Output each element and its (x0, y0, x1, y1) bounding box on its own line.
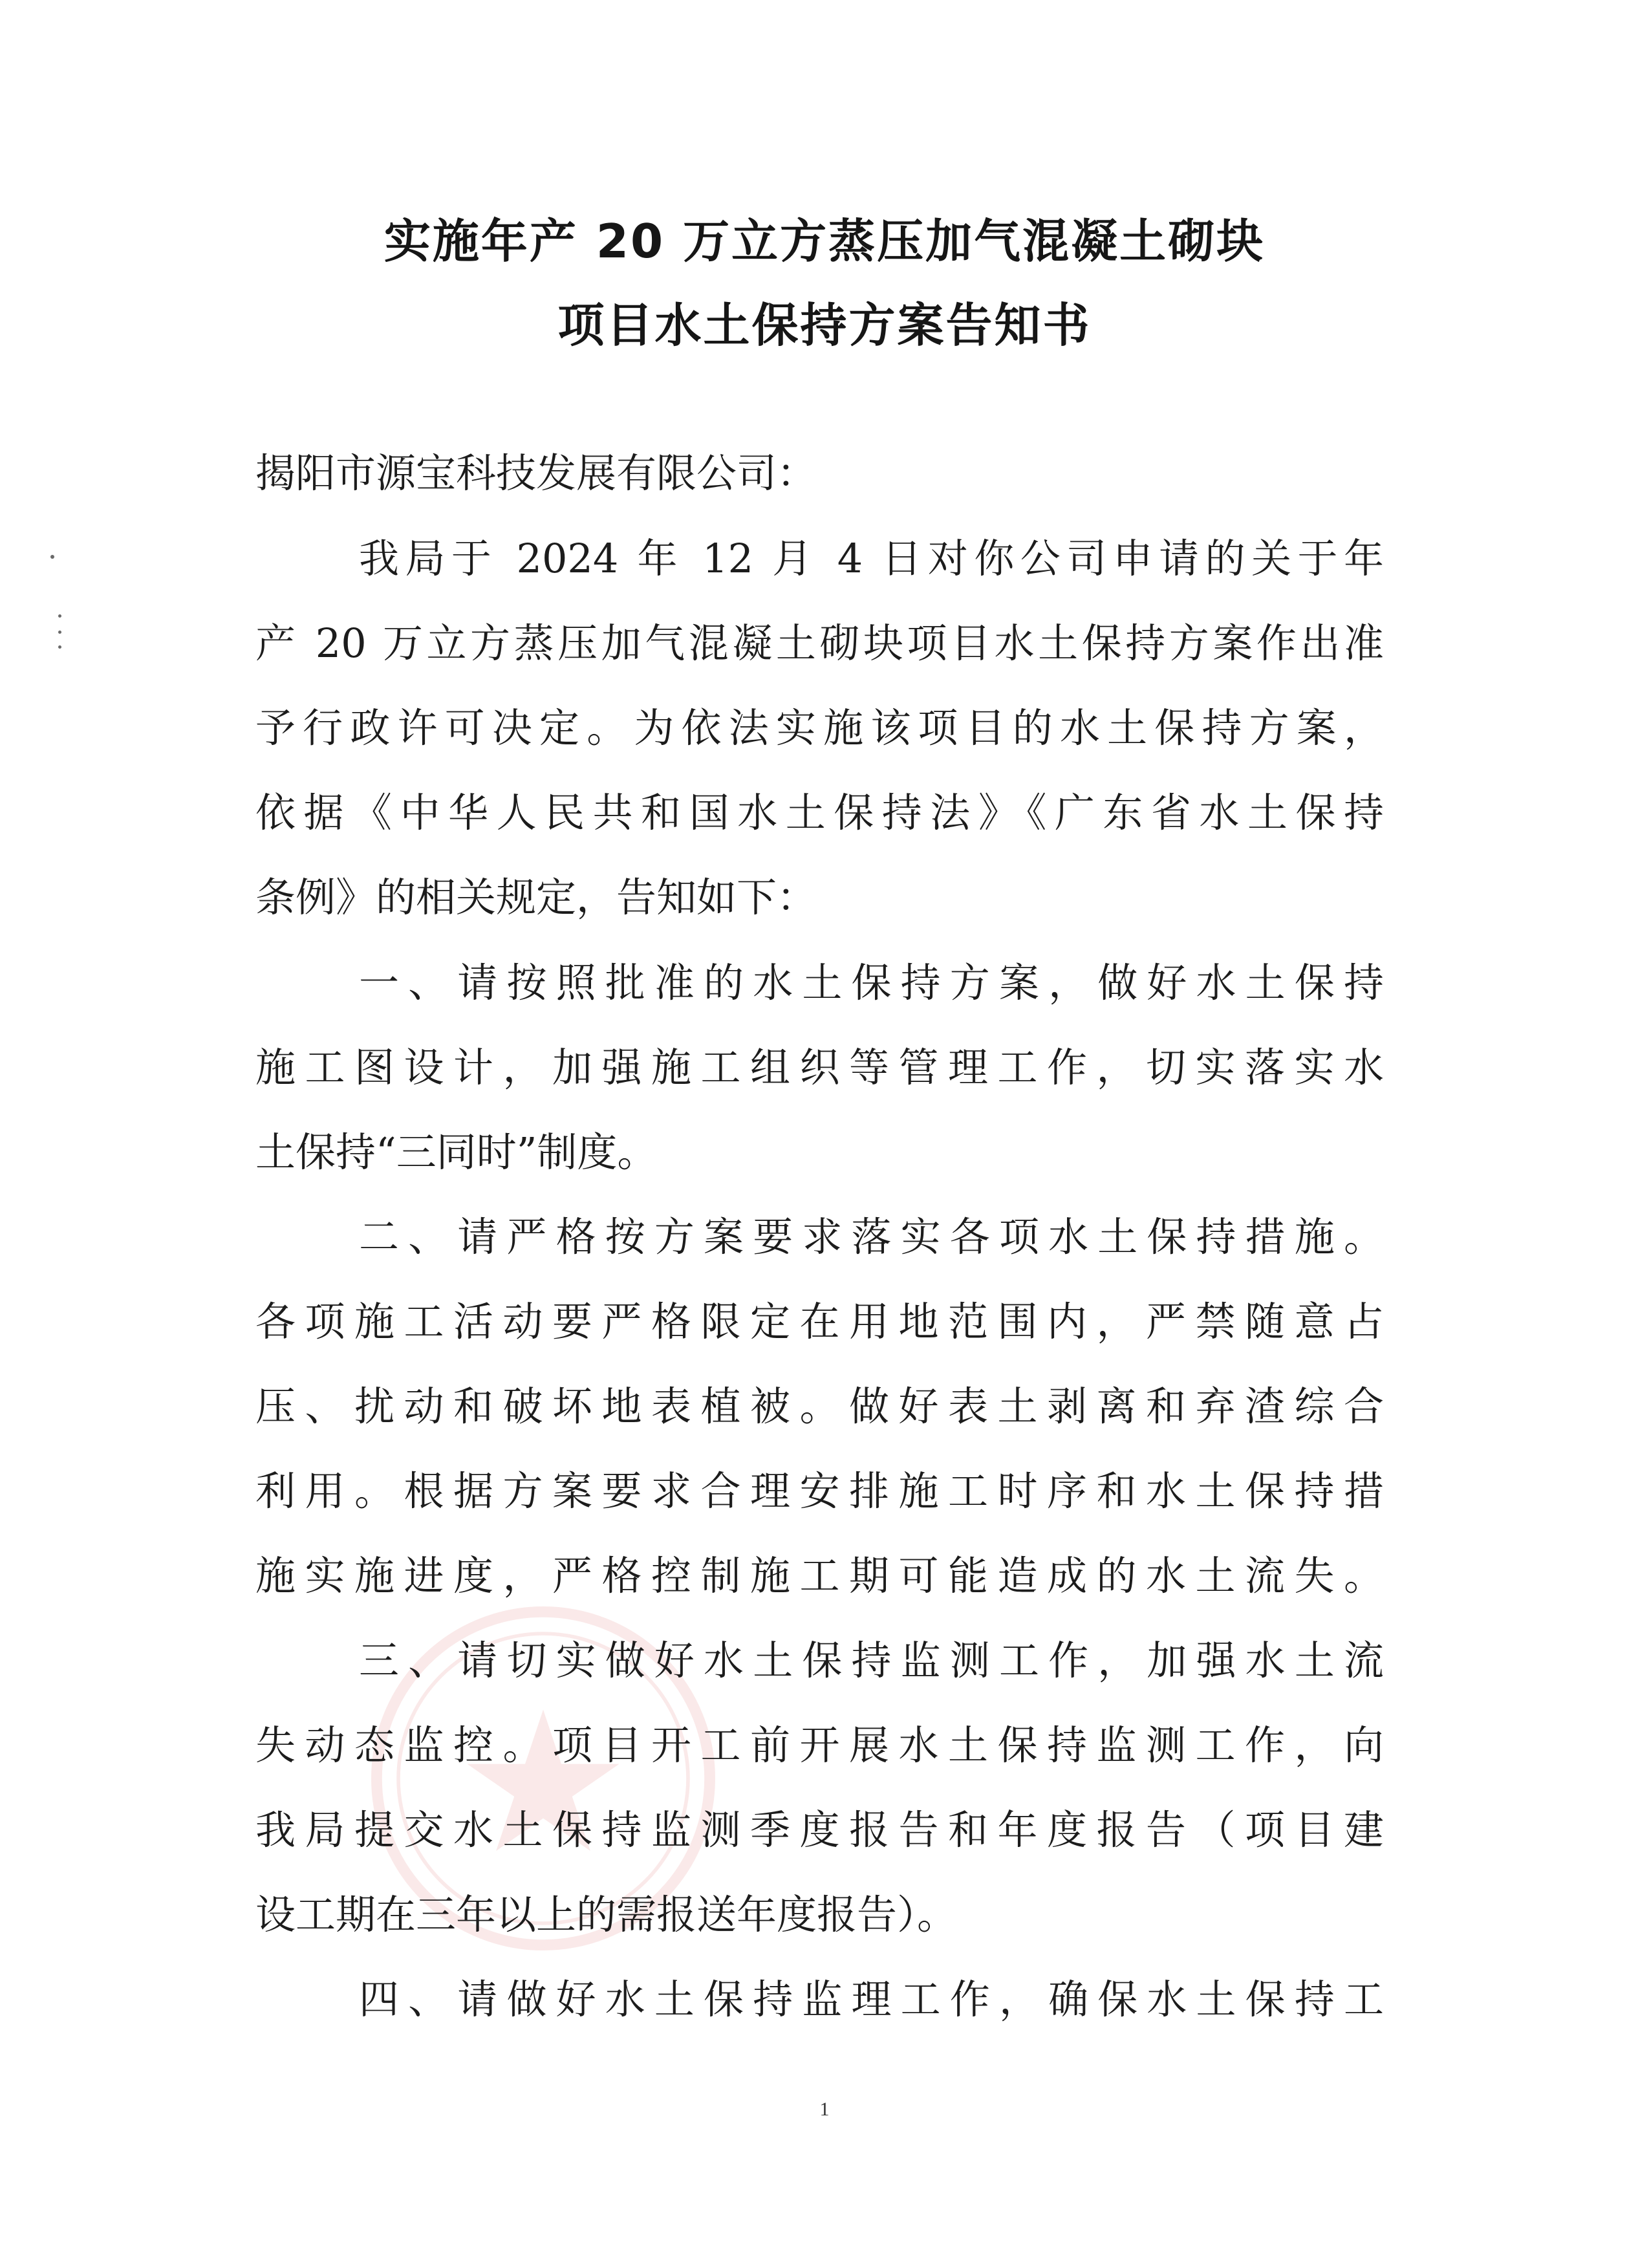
body-line: 三、请切实做好水土保持监测工作，加强水土流 (359, 1637, 1384, 1684)
recipient-line: 揭阳市源宝科技发展有限公司： (255, 449, 817, 497)
body-line: 予行政许可决定。为依法实施该项目的水土保持方案， (255, 704, 1384, 751)
document-title-line-1: 实施年产 20 万立方蒸压加气混凝土砌块 (383, 214, 1266, 268)
body-line: 条例》的相关规定，告知如下： (255, 874, 817, 921)
body-line: 一、请按照批准的水土保持方案，做好水土保持 (359, 959, 1384, 1006)
body-line: 失动态监控。项目开工前开展水土保持监测工作，向 (255, 1722, 1384, 1769)
body-line: 土保持“三同时”制度。 (255, 1129, 658, 1176)
page-number: 1 (819, 2099, 830, 2120)
document-title-line-2: 项目水土保持方案告知书 (557, 298, 1092, 352)
scan-mark (58, 645, 61, 649)
body-line: 我局于 2024 年 12 月 4 日对你公司申请的关于年 (359, 535, 1384, 582)
body-line: 各项施工活动要严格限定在用地范围内，严禁随意占 (255, 1298, 1384, 1345)
body-line: 二、请严格按方案要求落实各项水土保持措施。 (359, 1213, 1384, 1260)
body-line: 我局提交水土保持监测季度报告和年度报告（项目建 (255, 1806, 1384, 1853)
body-line: 产 20 万立方蒸压加气混凝土砌块项目水土保持方案作出准 (255, 620, 1384, 667)
scan-mark (58, 631, 61, 634)
body-line: 施工图设计，加强施工组织等管理工作，切实落实水 (255, 1044, 1384, 1091)
scan-mark (50, 555, 54, 559)
body-line: 压、扰动和破坏地表植被。做好表土剥离和弃渣综合 (255, 1383, 1384, 1430)
body-line: 设工期在三年以上的需报送年度报告）。 (255, 1891, 958, 1938)
body-line: 利用。根据方案要求合理安排施工时序和水土保持措 (255, 1467, 1384, 1515)
body-line: 依据《中华人民共和国水土保持法》《广东省水土保持 (255, 789, 1384, 836)
body-line: 施实施进度，严格控制施工期可能造成的水土流失。 (255, 1552, 1384, 1599)
scan-mark (58, 614, 61, 618)
body-line: 四、请做好水土保持监理工作，确保水土保持工 (359, 1976, 1384, 2023)
